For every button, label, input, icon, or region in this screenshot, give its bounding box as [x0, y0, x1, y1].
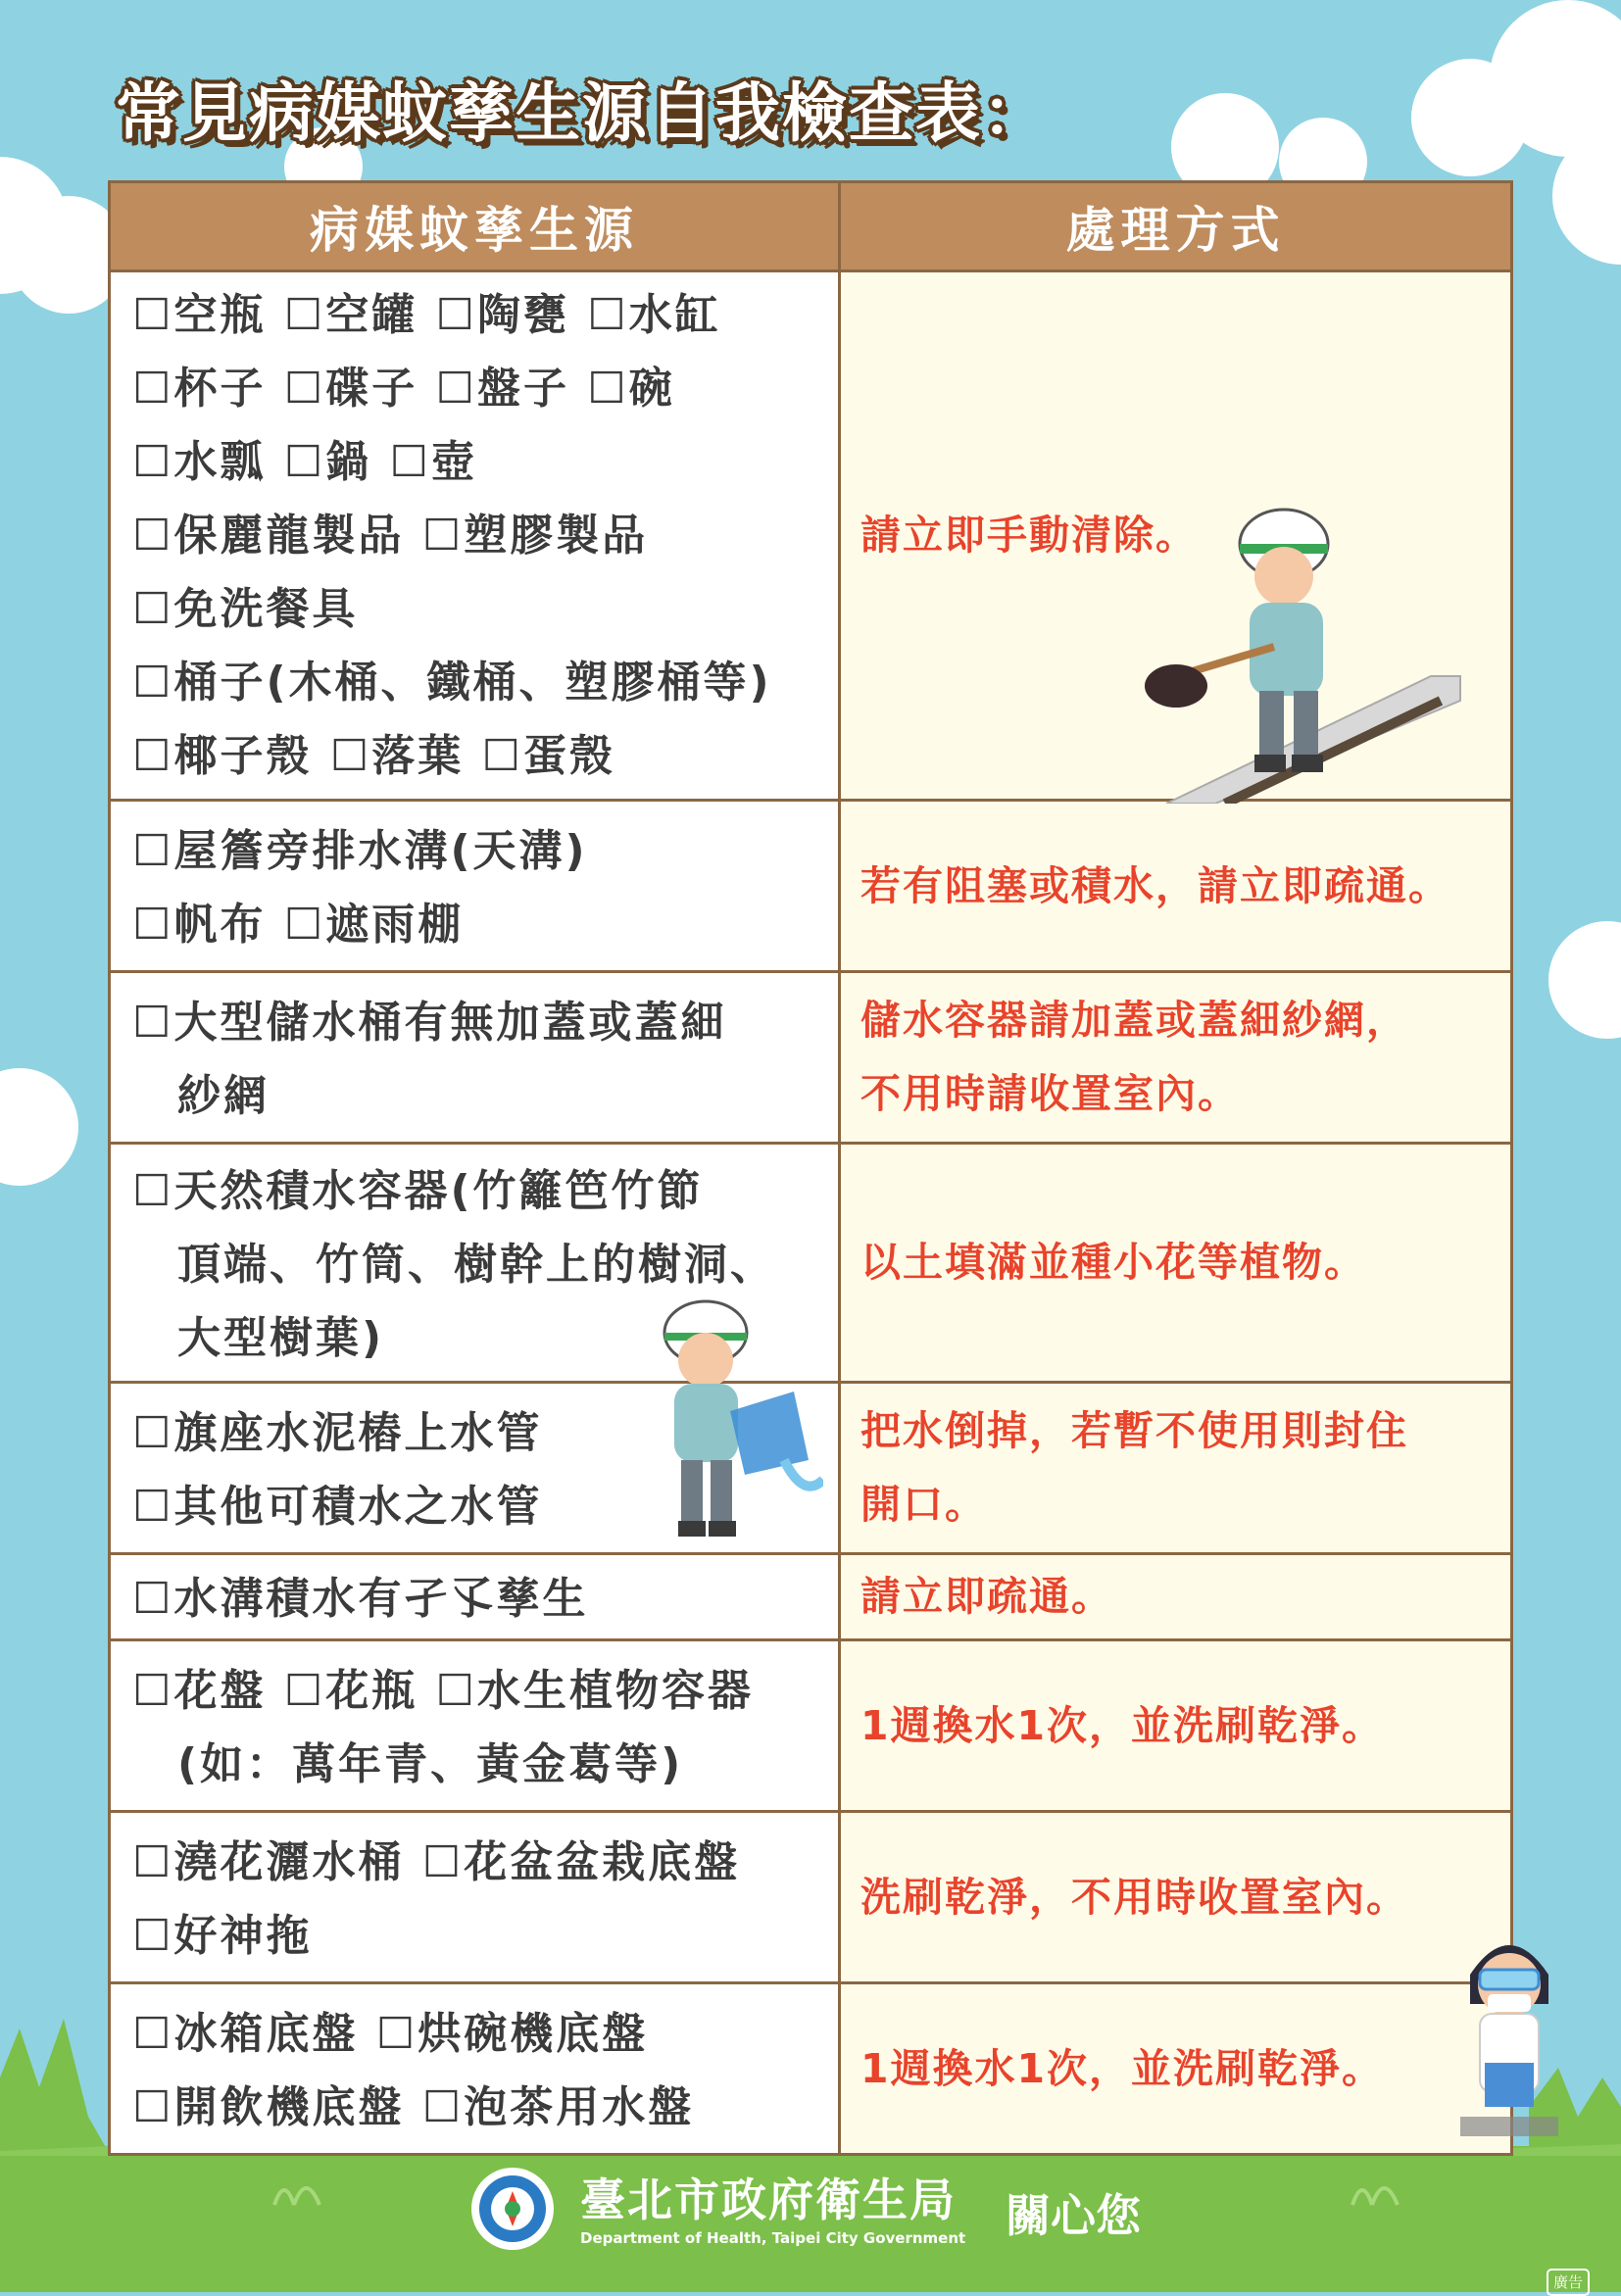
- action-cell: [840, 801, 1512, 972]
- action-cell: [840, 1383, 1512, 1554]
- action-cell: [840, 1640, 1512, 1812]
- woman-cleaning-illustration: [1441, 1916, 1578, 2141]
- table-row: [110, 1812, 1512, 1983]
- page-title: 常見病媒蚊孳生源自我檢查表：: [116, 75, 1049, 151]
- table-row: [110, 1554, 1512, 1640]
- source-line: ☐水瓢 ☐鍋 ☐壺: [132, 437, 477, 487]
- action-line: 不用時請收置室內。: [860, 1070, 1240, 1117]
- worker-pouring-water-illustration: [637, 1294, 823, 1548]
- source-line: ☐好神拖: [132, 1910, 313, 1961]
- source-cell: [110, 972, 840, 1144]
- checklist-table: [108, 180, 1513, 2156]
- tagline: 關心您: [1006, 2189, 1141, 2242]
- action-cell: [840, 1554, 1512, 1640]
- ad-label: 廣告: [1547, 2269, 1590, 2296]
- source-line: ☐空瓶 ☐空罐 ☐陶甕 ☐水缸: [132, 290, 721, 340]
- source-line: ☐其他可積水之水管: [132, 1481, 543, 1532]
- table-header-row: [110, 182, 1512, 271]
- table-row: [110, 1640, 1512, 1812]
- action-line: 請立即手動清除。: [860, 512, 1198, 559]
- source-line: ☐帆布 ☐遮雨棚: [132, 899, 465, 950]
- source-line: ☐天然積水容器(竹籬笆竹節: [132, 1165, 704, 1216]
- source-line: ☐開飲機底盤 ☐泡茶用水盤: [132, 2081, 695, 2132]
- source-line: ☐免洗餐具: [132, 584, 359, 634]
- source-cell: [110, 1554, 840, 1640]
- source-cell: [110, 271, 840, 801]
- action-line: 1週換水1次，並洗刷乾淨。: [860, 2044, 1385, 2092]
- action-line: 請立即疏通。: [860, 1573, 1113, 1620]
- source-line: ☐冰箱底盤 ☐烘碗機底盤: [132, 2008, 649, 2059]
- source-line: ☐澆花灑水桶 ☐花盆盆栽底盤: [132, 1836, 741, 1887]
- source-line: ☐旗座水泥樁上水管: [132, 1407, 543, 1458]
- action-cell: [840, 972, 1512, 1144]
- action-line: 把水倒掉，若暫不使用則封住: [860, 1407, 1408, 1454]
- source-line: (如：萬年青、黃金葛等): [177, 1738, 684, 1789]
- department-name-en: Department of Health, Taipei City Government: [580, 2229, 966, 2247]
- action-line: 開口。: [860, 1481, 987, 1528]
- source-line: ☐大型儲水桶有無加蓋或蓋細: [132, 997, 727, 1048]
- source-line: ☐桶子(木桶、鐵桶、塑膠桶等): [132, 658, 772, 708]
- source-line: ☐椰子殼 ☐落葉 ☐蛋殼: [132, 731, 615, 781]
- action-cell: [840, 1983, 1512, 2155]
- department-name: 臺北市政府衛生局: [580, 2174, 957, 2226]
- action-line: 1週換水1次，並洗刷乾淨。: [860, 1701, 1385, 1749]
- header-source: 病媒蚊孳生源: [110, 182, 840, 271]
- source-line: 頂端、竹筒、樹幹上的樹洞、: [177, 1239, 776, 1290]
- source-line: ☐水溝積水有孑孓孳生: [132, 1573, 589, 1624]
- source-cell: [110, 1812, 840, 1983]
- source-line: ☐屋簷旁排水溝(天溝): [132, 825, 588, 876]
- table-row: [110, 1983, 1512, 2155]
- action-line: 以土填滿並種小花等植物。: [860, 1239, 1366, 1286]
- worker-shoveling-illustration: [1137, 490, 1470, 804]
- health-department-logo-icon: [470, 2167, 555, 2251]
- action-cell: [840, 1144, 1512, 1383]
- action-line: 儲水容器請加蓋或蓋細紗網，: [860, 997, 1408, 1044]
- source-line: ☐杯子 ☐碟子 ☐盤子 ☐碗: [132, 364, 675, 414]
- source-line: 大型樹葉): [177, 1312, 385, 1363]
- table-row: [110, 972, 1512, 1144]
- source-cell: [110, 1640, 840, 1812]
- header-action: 處理方式: [840, 182, 1512, 271]
- source-line: 紗網: [177, 1070, 270, 1121]
- source-line: ☐保麗龍製品 ☐塑膠製品: [132, 511, 649, 561]
- footer: [0, 2151, 1621, 2292]
- source-cell: [110, 801, 840, 972]
- action-line: 若有阻塞或積水，請立即疏通。: [860, 861, 1450, 909]
- source-cell: [110, 1983, 840, 2155]
- source-line: ☐花盤 ☐花瓶 ☐水生植物容器: [132, 1665, 754, 1716]
- table-row: [110, 801, 1512, 972]
- action-line: 洗刷乾淨，不用時收置室內。: [860, 1873, 1408, 1921]
- action-cell: [840, 1812, 1512, 1983]
